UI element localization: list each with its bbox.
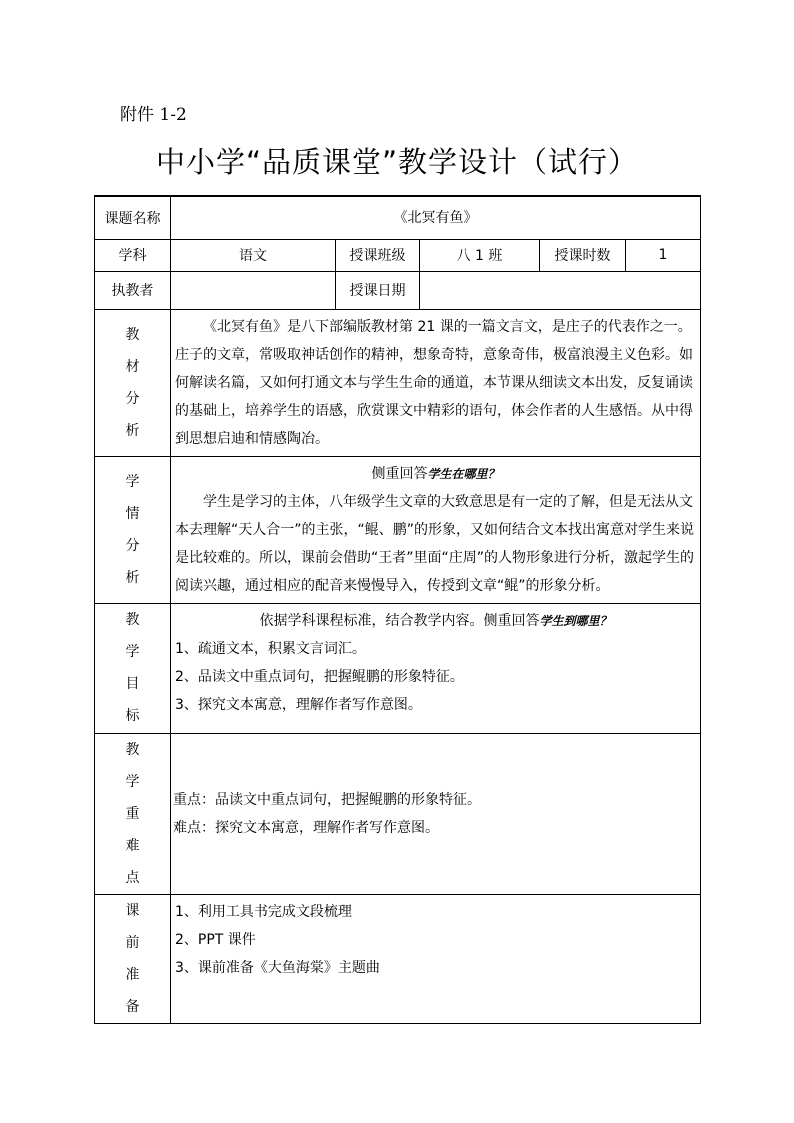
- keypoints-cell: [171, 733, 701, 894]
- difficult-point-item: 难点：探究文本寓意，理解作者写作意图。: [173, 819, 439, 836]
- subject-row: [95, 239, 701, 271]
- date-label: 授课日期: [336, 271, 420, 309]
- learner-text: 学生是学习的主体，八年级学生文章的大致意思是有一定的了解，但是无法从文本去理解“天人合一”的主张，“鲲、鹏”的形象，又如何结合文本找出寓意对学生来说是比较难的。所以，课前会借助“王者”里面“庄周”的人物形象进行分析，激起学生的阅读兴趣，通过相应的配音来慢慢导入，传授到文章“鲲”的形象分析。: [175, 493, 695, 594]
- learner-cell: [171, 456, 701, 603]
- goals-heading: 依据学科课程标准，结合教学内容。侧重回答学生到哪里？: [259, 612, 612, 629]
- prep-item: 2、PPT 课件: [175, 931, 256, 948]
- topic-row: [95, 196, 701, 239]
- goals-cell: [171, 603, 701, 733]
- learner-heading: 侧重回答学生在哪里？: [371, 465, 500, 482]
- subject-label: 学科: [95, 239, 171, 271]
- prep-label: 课 前 准 备: [95, 894, 171, 1023]
- attachment-label: 附件 1-2: [120, 105, 187, 125]
- class-value: 八 1 班: [420, 239, 540, 271]
- goals-row: [95, 603, 701, 733]
- material-label: 教 材 分 析: [95, 309, 171, 456]
- date-value: [420, 271, 701, 309]
- hours-value: 1: [626, 239, 701, 271]
- lesson-design-table: [94, 195, 701, 1024]
- subject-value: 语文: [171, 239, 336, 271]
- keypoints-label: 教 学 重 难 点: [95, 733, 171, 894]
- goal-item: 2、品读文中重点词句，把握鲲鹏的形象特征。: [175, 668, 464, 685]
- goal-item: 1、疏通文本，积累文言词汇。: [175, 640, 366, 657]
- goals-label: 教 学 目 标: [95, 603, 171, 733]
- teacher-row: [95, 271, 701, 309]
- prep-cell: [171, 894, 701, 1023]
- prep-row: [95, 894, 701, 1023]
- class-label: 授课班级: [336, 239, 420, 271]
- hours-label: 授课时数: [540, 239, 626, 271]
- prep-item: 3、课前准备《大鱼海棠》主题曲: [175, 959, 380, 976]
- prep-item: 1、利用工具书完成文段梳理: [175, 903, 352, 920]
- key-point-item: 重点：品读文中重点词句，把握鲲鹏的形象特征。: [173, 791, 481, 808]
- material-text: 《北冥有鱼》是八下部编版教材第 21 课的一篇文言文，是庄子的代表作之一。庄子的文章，常吸取神话创作的精神，想象奇特，意象奇伟，极富浪漫主义色彩。如何解读名篇，又如何打通文本与学生生命的通道，本节课从细读文本出发，反复诵读的基础上，培养学生的语感，欣赏课文中精彩的语句，体会作者的人生感悟。从中得到思想启迪和情感陶冶。: [171, 309, 701, 456]
- material-row: [95, 309, 701, 456]
- topic-label: 课题名称: [95, 196, 171, 239]
- keypoints-row: [95, 733, 701, 894]
- learner-label: 学 情 分 析: [95, 456, 171, 603]
- teacher-label: 执教者: [95, 271, 171, 309]
- topic-value: 《北冥有鱼》: [171, 196, 701, 239]
- teacher-value: [171, 271, 336, 309]
- learner-row: [95, 456, 701, 603]
- goal-item: 3、探究文本寓意，理解作者写作意图。: [175, 696, 422, 713]
- page-title: 中小学“品质课堂”教学设计（试行）: [155, 145, 639, 179]
